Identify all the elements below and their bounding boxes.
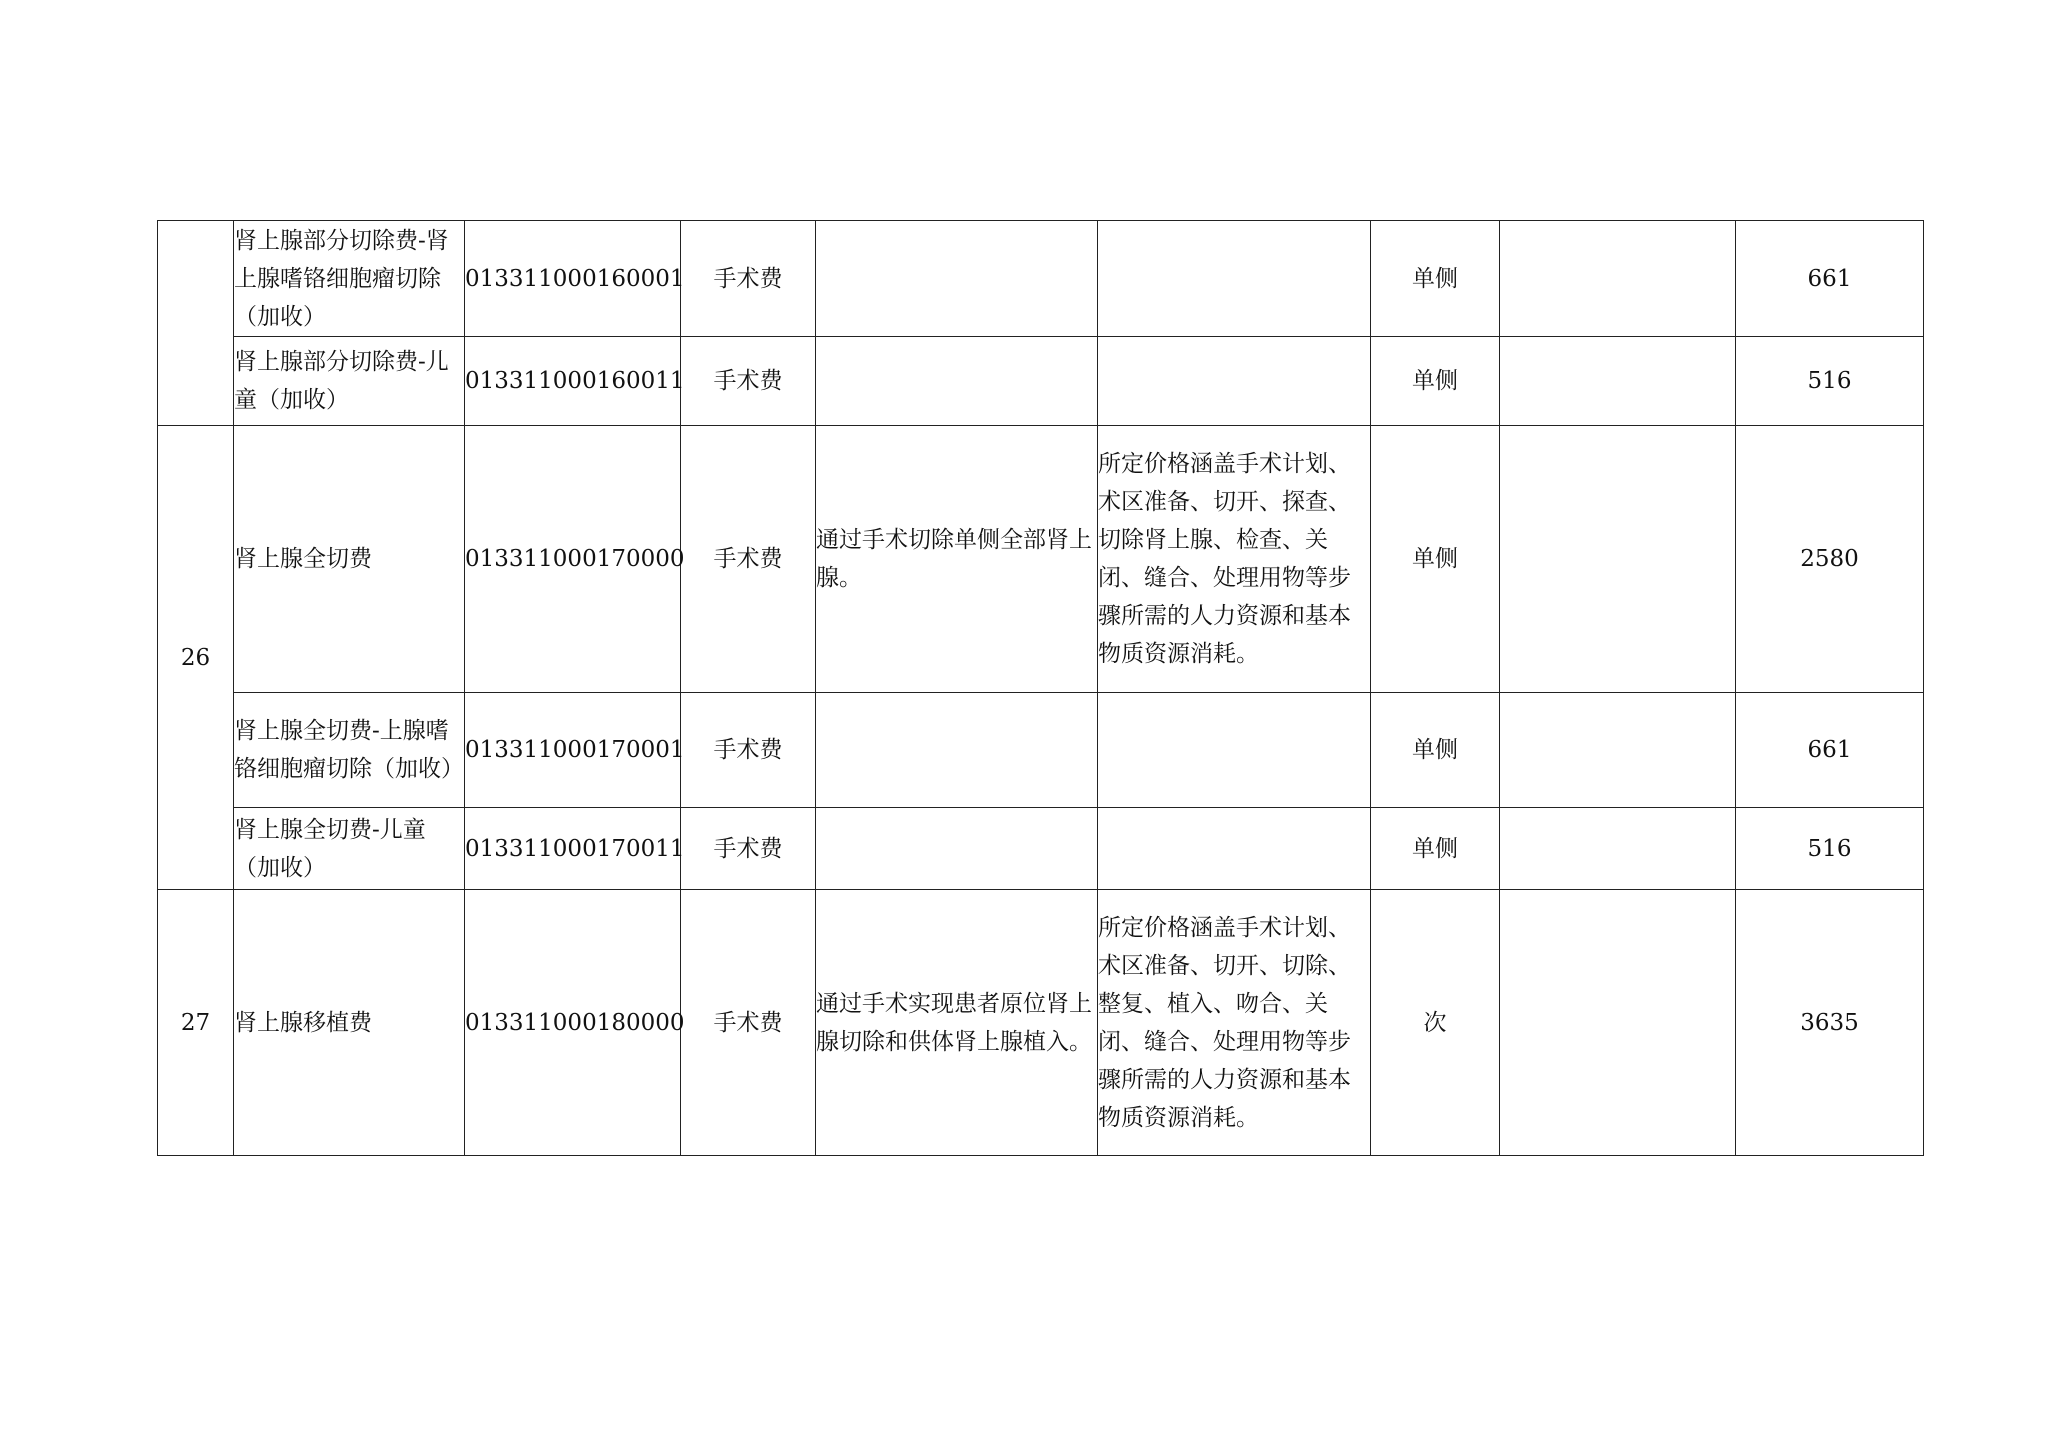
item-code-cell: 013311000180000 [465, 890, 681, 1156]
scope-cell [1098, 808, 1371, 890]
scope-cell [1098, 693, 1371, 808]
scope-cell [1098, 337, 1371, 426]
item-name-cell: 肾上腺全切费-上腺嗜铬细胞瘤切除（加收） [234, 693, 465, 808]
price-cell: 516 [1736, 808, 1924, 890]
content-cell [816, 693, 1098, 808]
item-code-cell: 013311000160001 [465, 221, 681, 337]
table-row [158, 890, 1924, 1156]
unit-cell: 单侧 [1371, 426, 1500, 693]
content-cell [816, 337, 1098, 426]
content-cell [816, 808, 1098, 890]
scope-cell [1098, 221, 1371, 337]
price-cell: 3635 [1736, 890, 1924, 1156]
item-name-cell: 肾上腺部分切除费-儿童（加收） [234, 337, 465, 426]
seq-cell: 26 [158, 426, 234, 890]
scope-cell: 所定价格涵盖手术计划、术区准备、切开、探查、切除肾上腺、检查、关闭、缝合、处理用物等步骤所需的人力资源和基本物质资源消耗。 [1098, 426, 1371, 693]
table-row [158, 221, 1924, 337]
note-cell [1500, 221, 1736, 337]
price-cell: 2580 [1736, 426, 1924, 693]
scope-cell: 所定价格涵盖手术计划、术区准备、切开、切除、整复、植入、吻合、关闭、缝合、处理用物等步骤所需的人力资源和基本物质资源消耗。 [1098, 890, 1371, 1156]
content-cell: 通过手术切除单侧全部肾上腺。 [816, 426, 1098, 693]
note-cell [1500, 426, 1736, 693]
item-name-cell: 肾上腺移植费 [234, 890, 465, 1156]
table-row [158, 693, 1924, 808]
price-cell: 516 [1736, 337, 1924, 426]
category-cell: 手术费 [681, 337, 816, 426]
seq-cell: 27 [158, 890, 234, 1156]
table-row [158, 337, 1924, 426]
table-row [158, 426, 1924, 693]
content-cell: 通过手术实现患者原位肾上腺切除和供体肾上腺植入。 [816, 890, 1098, 1156]
category-cell: 手术费 [681, 693, 816, 808]
note-cell [1500, 693, 1736, 808]
price-table [157, 220, 1924, 1156]
unit-cell: 次 [1371, 890, 1500, 1156]
item-code-cell: 013311000170001 [465, 693, 681, 808]
item-name-cell: 肾上腺部分切除费-肾上腺嗜铬细胞瘤切除（加收） [234, 221, 465, 337]
note-cell [1500, 337, 1736, 426]
item-code-cell: 013311000170011 [465, 808, 681, 890]
item-code-cell: 013311000170000 [465, 426, 681, 693]
item-name-cell: 肾上腺全切费 [234, 426, 465, 693]
content-cell [816, 221, 1098, 337]
note-cell [1500, 890, 1736, 1156]
category-cell: 手术费 [681, 890, 816, 1156]
category-cell: 手术费 [681, 808, 816, 890]
category-cell: 手术费 [681, 221, 816, 337]
unit-cell: 单侧 [1371, 693, 1500, 808]
unit-cell: 单侧 [1371, 221, 1500, 337]
seq-cell [158, 221, 234, 426]
category-cell: 手术费 [681, 426, 816, 693]
item-name-cell: 肾上腺全切费-儿童（加收） [234, 808, 465, 890]
table-row [158, 808, 1924, 890]
price-cell: 661 [1736, 693, 1924, 808]
note-cell [1500, 808, 1736, 890]
unit-cell: 单侧 [1371, 808, 1500, 890]
item-code-cell: 013311000160011 [465, 337, 681, 426]
unit-cell: 单侧 [1371, 337, 1500, 426]
price-cell: 661 [1736, 221, 1924, 337]
